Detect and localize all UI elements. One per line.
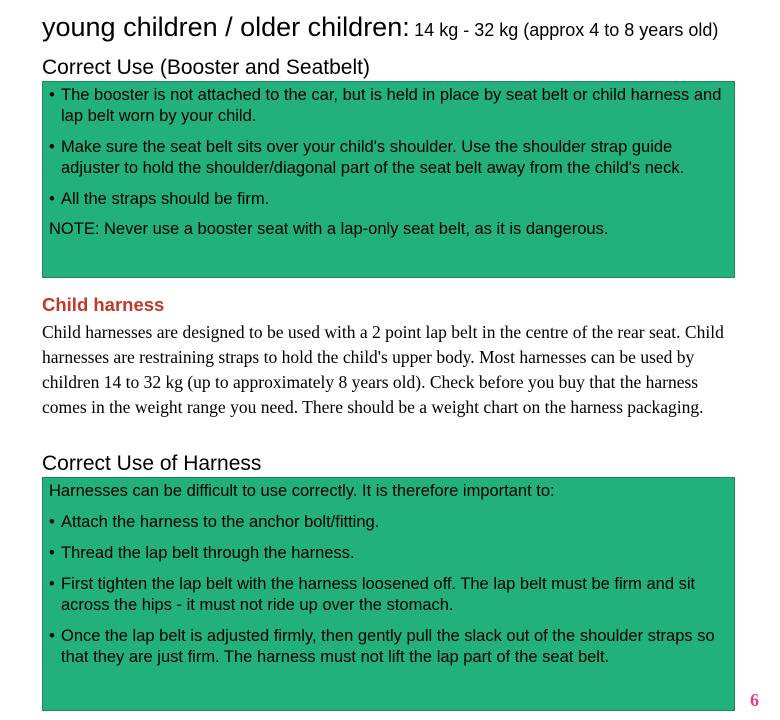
booster-bullet — [49, 85, 728, 127]
booster-heading: Correct Use (Booster and Seatbelt) — [42, 56, 370, 79]
bullet-dot: • — [49, 138, 55, 156]
age-group-weight-range: 14 kg - 32 kg (approx 4 to 8 years old) — [414, 20, 719, 40]
harness-bullet — [49, 574, 728, 616]
harness-heading: Correct Use of Harness — [42, 452, 262, 475]
booster-note: NOTE: Never use a booster seat with a lap-only seat belt, as it is dangerous. — [49, 220, 609, 238]
booster-bullet-text: All the straps should be firm. — [61, 190, 270, 208]
booster-bullet-text: The booster is not attached to the car, but is held in place by seat belt or child harness and lap belt worn by your child. — [61, 86, 722, 125]
harness-bullet — [49, 626, 728, 668]
harness-instructions-box — [42, 477, 735, 711]
harness-bullet — [49, 543, 728, 564]
harness-bullet — [49, 512, 728, 533]
page-number: 6 — [750, 690, 759, 710]
age-group-title — [42, 12, 718, 43]
bullet-dot: • — [49, 86, 55, 104]
booster-bullet — [49, 189, 728, 210]
bullet-dot: • — [49, 190, 55, 208]
child-harness-description: Child harnesses are designed to be used with a 2 point lap belt in the centre of the rear seat. Child harnesses are restraining straps to hold the child's upper body. Most harnesses can be used by children 14 to 32 kg (up to approximately 8 years old). Check before you buy that the harness comes in the weight range you need. There should be a weight chart on the harness packaging. — [42, 322, 724, 417]
bullet-dot: • — [49, 544, 55, 562]
harness-intro: Harnesses can be difficult to use correctly. It is therefore important to: — [49, 482, 555, 500]
harness-bullet-text: First tighten the lap belt with the harness loosened off. The lap belt must be firm and sit across the hips - it must not ride up over the stomach. — [61, 575, 696, 614]
booster-instructions-box — [42, 81, 735, 278]
bullet-dot: • — [49, 575, 55, 593]
harness-bullet-text: Attach the harness to the anchor bolt/fitting. — [61, 513, 380, 531]
booster-bullet-text: Make sure the seat belt sits over your child's shoulder. Use the shoulder strap guide adjuster to hold the shoulder/diagonal part of the seat belt away from the child's neck. — [61, 138, 685, 177]
child-harness-title: Child harness — [42, 294, 165, 315]
bullet-dot: • — [49, 627, 55, 645]
booster-bullet — [49, 137, 728, 179]
harness-bullet-text: Once the lap belt is adjusted firmly, then gently pull the slack out of the shoulder straps so that they are just firm. The harness must not lift the lap part of the seat belt. — [61, 627, 715, 666]
harness-bullet-text: Thread the lap belt through the harness. — [61, 544, 355, 562]
bullet-dot: • — [49, 513, 55, 531]
age-group-label: young children / older children: — [42, 12, 410, 42]
